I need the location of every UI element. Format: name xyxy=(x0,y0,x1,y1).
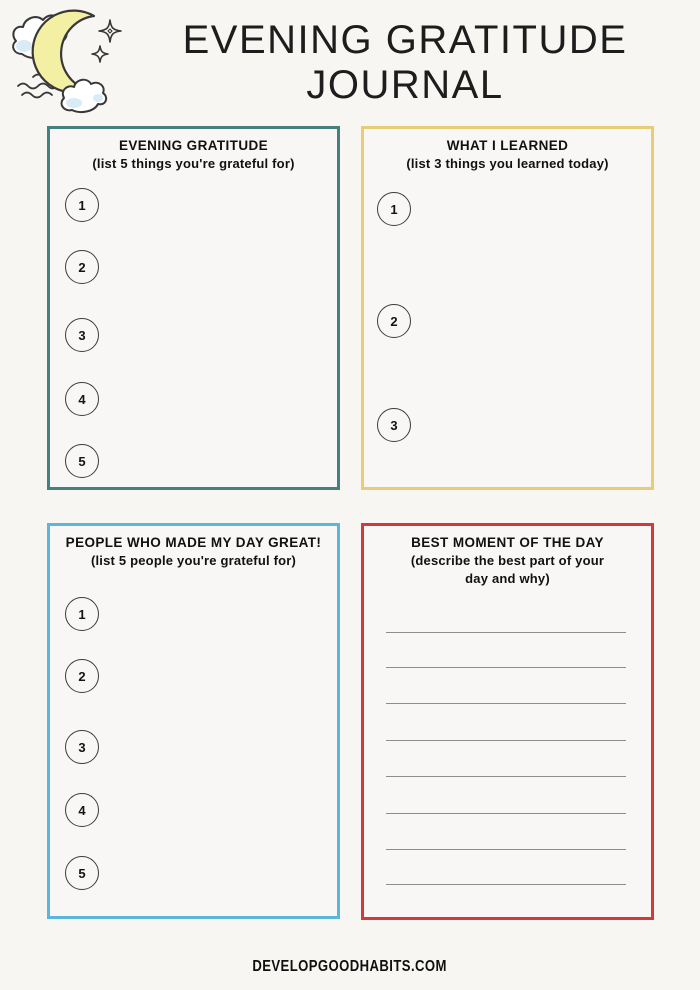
writing-line xyxy=(386,776,626,777)
section-what-i-learned xyxy=(361,126,654,490)
numbered-circle-3: 3 xyxy=(65,730,99,764)
numbered-circle-1: 1 xyxy=(65,188,99,222)
writing-line xyxy=(386,667,626,668)
writing-line xyxy=(386,740,626,741)
writing-line xyxy=(386,849,626,850)
footer-url: DEVELOPGOODHABITS.COM xyxy=(252,958,448,975)
writing-line xyxy=(386,703,626,704)
section-subtitle: (describe the best part of your day and why) xyxy=(410,553,605,586)
section-subtitle: (list 5 people you're grateful for) xyxy=(90,553,297,568)
numbered-circle-4: 4 xyxy=(65,793,99,827)
moon-illustration xyxy=(6,6,126,118)
section-best-moment-of-the-day xyxy=(361,523,654,920)
section-people-who-made-my-day-great xyxy=(47,523,340,919)
moon-clouds-sparkles-graphic xyxy=(6,6,126,118)
numbered-circle-2: 2 xyxy=(65,250,99,284)
numbered-circle-1: 1 xyxy=(65,597,99,631)
numbered-circle-2: 2 xyxy=(65,659,99,693)
writing-line xyxy=(386,884,626,885)
section-subtitle: (list 5 things you're grateful for) xyxy=(92,156,295,171)
sparkle-icon xyxy=(92,20,121,62)
numbered-circle-1: 1 xyxy=(377,192,411,226)
writing-line xyxy=(386,632,626,633)
section-title: BEST MOMENT OF THE DAY xyxy=(411,535,604,550)
numbered-circle-3: 3 xyxy=(65,318,99,352)
numbered-circle-5: 5 xyxy=(65,444,99,478)
section-subtitle: (list 3 things you learned today) xyxy=(406,156,609,171)
section-title: PEOPLE WHO MADE MY DAY GREAT! xyxy=(65,535,322,550)
numbered-circle-5: 5 xyxy=(65,856,99,890)
numbered-circle-2: 2 xyxy=(377,304,411,338)
numbered-circle-3: 3 xyxy=(377,408,411,442)
page-title-line1: EVENING GRATITUDE xyxy=(182,18,628,62)
footer xyxy=(0,958,700,976)
section-evening-gratitude xyxy=(47,126,340,490)
section-title: WHAT I LEARNED xyxy=(446,138,569,153)
writing-line xyxy=(386,813,626,814)
page-title-line2: JOURNAL xyxy=(306,63,504,107)
page-title xyxy=(118,18,692,108)
numbered-circle-4: 4 xyxy=(65,382,99,416)
section-title: EVENING GRATITUDE xyxy=(118,138,269,153)
